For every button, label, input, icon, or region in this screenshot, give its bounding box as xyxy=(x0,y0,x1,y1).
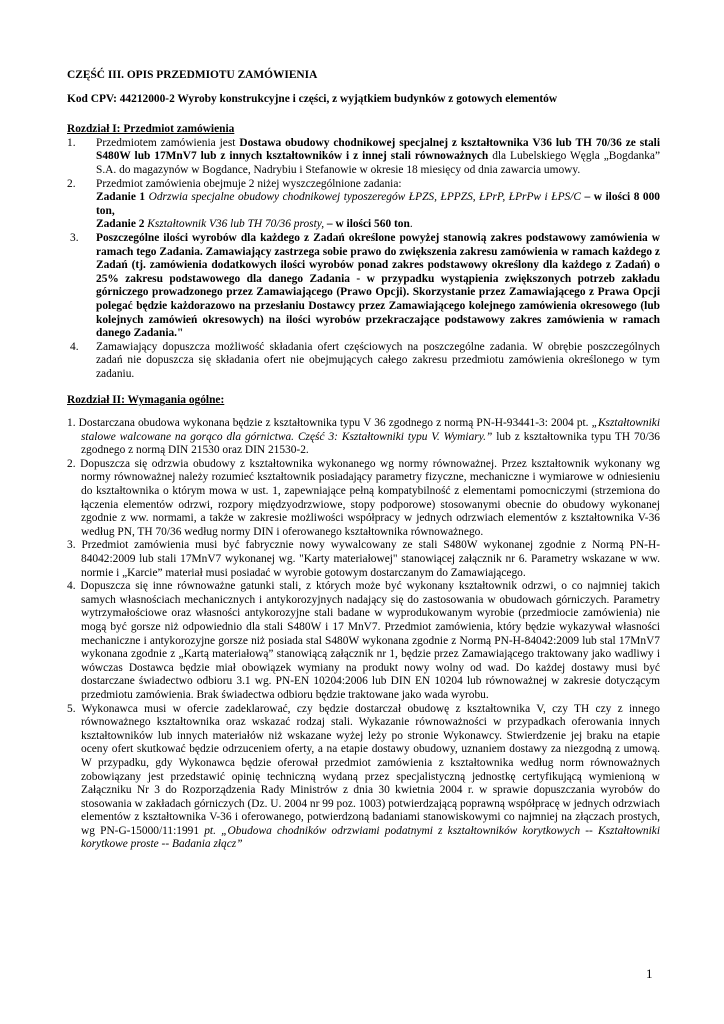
cpv-code: Kod CPV: 44212000-2 Wyroby konstrukcyjne i części, z wyjątkiem budynków z gotowych elementów xyxy=(67,92,558,105)
item-number: 2. xyxy=(67,177,76,190)
list-item xyxy=(67,178,660,232)
list-item xyxy=(67,137,660,178)
item-number: 4. xyxy=(70,340,79,353)
item-text: Przedmiotem zamówienia jest Dostawa obudowy chodnikowej specjalnej z kształtownika V36 lub TH 70/36 ze stali S480W lub 17MnV7 lub z innych kształtowników i z innej stali równoważnych dla Lubelskiego Węgla „Bogdanka” S.A. do magazynów w Bogdance, Nadrybiu i Stefanowie w okresie 18 miesięcy od dnia zawarcia umowy. xyxy=(96,136,660,176)
page-number: 1 xyxy=(646,966,653,981)
list-item xyxy=(67,341,660,382)
item-number: 3. xyxy=(70,231,79,244)
document-page xyxy=(67,63,660,852)
paragraph-4: 4. Dopuszcza się inne równoważne gatunki stali, z których może być wykonany kształtownik odrzwi, o co najmniej takich samych własnościach mechanicznych i antykorozyjnych nadający się do zastosowania w obudowach górniczych. Parametry wytrzymałościowe oraz własności antykorozyjne stali badane w wyprodukowanym wyrobie (przedmiocie zamówienia) nie mogą być gorsze niż odpowiednio dla stali S480W i 17 MnV7. Przedmiot zamówienia, który będzie wykazywał własności mechaniczne i antykorozyjne gorsze niż posiada stal S480W wykonana zgodnie z Normą PN-H-84042:2009 lub stal 17MnV7 wykonana zgodnie z „Kartą materiałową” stanowiącą załącznik nr 1, będzie przez Zamawiającego traktowany jako wadliwy i wówczas Dostawca będzie miał obowiązek wymiany na produkt nowy wolny od wad. Do każdej dostawy musi być dostarczane świadectwo odbioru 3.1 wg. PN-EN 10204:2006 lub DIN EN 10204 lub równoważnej w zakresie dotyczącym przedmiotu zamówienia. Brak świadectwa odbioru będzie traktowane jako wada wyrobu. xyxy=(67,580,660,701)
section-heading-1: Rozdział I: Przedmiot zamówienia xyxy=(67,123,235,136)
task-1: Zadanie 1 Odrzwia specjalne obudowy chodnikowej typoszeregów ŁPZS, ŁPPZS, ŁPrP, ŁPrPw i ŁPS/C – w ilości 8 000 ton, xyxy=(96,191,661,217)
paragraph-5: 5. Wykonawca musi w ofercie zadeklarować, czy będzie dostarczał obudowę z kształtownika V, czy TH czy z innego równoważnego kształtownika oraz wskazać rodzaj stali. Wykazanie równoważności w przypadkach oferowania innych kształtowników lub innych materiałów niż wskazane wyżej leży po stronie Wykonawcy. Stwierdzenie jej braku na etapie oceny ofert skutkować będzie odrzuceniem oferty, a na etapie dostawy obudowy, uznaniem dostawy za niezgodną z umową. W przypadku, gdy Wykonawca będzie oferował przedmiot zamówienia z kształtownika według norm równoważnych zobowiązany jest przedstawić opinię techniczną wydaną przez specjalistyczną jednostkę certyfikującą wymienioną w Załączniku Nr 3 do Rozporządzenia Rady Ministrów z dnia 30 kwietnia 2004 r. w sprawie dopuszczania wyrobów do stosowania w zakładach górniczych (Dz. U. 2004 nr 99 poz. 1003) potwierdzającą poprawną współpracę w jednych odrzwiach elementów z kształtownika V-36 i oferowanego, potwierdzoną badaniami stanowiskowymi co najmniej na złączach prostych, wg PN-G-15000/11:1991 pt. „Obudowa chodników odrzwiami podatnymi z kształtowników korytkowych -- Kształtowniki korytkowe proste -- Badania złącz” xyxy=(67,702,661,851)
section-heading-2: Rozdział II: Wymagania ogólne: xyxy=(67,394,225,407)
paragraph-2: 2. Dopuszcza się odrzwia obudowy z kształtownika wykonanego wg normy równoważnej. Przez kształtownik wykonany wg normy równoważnej należy rozumieć kształtownik posiadający parametry fizyczne, mechaniczne i wymiarowe w odniesieniu do kształtownika o którym mowa w ust. 1, zapewniające pełną kompatybilność z elementami pomocniczymi (strzemiona do łączenia elementów odrzwi, rozpory międzyodrzwiowe, stopy podporowe) stosowanymi obecnie do obudowy wykonanej zgodnie z ww. normami, a także w zakresie możliwości współpracy w jednych odrzwiach elementów z kształtownika V-36 według PN, TH 70/36 według normy DIN i oferowanego kształtownika równoważnego. xyxy=(67,457,660,538)
item-text: Poszczególne ilości wyrobów dla każdego z Zadań określone powyżej stanowią zakres podstawowy zamówienia w ramach tego Zadania. Zamawiający zastrzega sobie prawo do zwiększenia zakresu zamówienia w ramach każdego z Zadań (tj. zamówienia dodatkowych ilości wyrobów ponad zakres podstawowy określony dla każdego z Zadań) o 25% zakresu podstawowego dla danego Zadania - w przypadku wystąpienia zwiększonych potrzeb zakładu górniczego prowadzonego przez Zamawiającego (Prawo Opcji). Skorzystanie przez Zamawiającego z Prawa Opcji polegać będzie każdorazowo na przesłaniu Dostawcy przez Zamawiającego kolejnego zamówienia okresowego (lub kolejnych zamówień okresowych) na ilości wyrobów przekraczające podstawowy zakres zamówienia w ramach danego Zadania." xyxy=(96,231,660,340)
item-text: Przedmiot zamówienia obejmuje 2 niżej wyszczególnione zadania: Zadanie 1 Odrzwia specjalne obudowy chodnikowej typoszeregów ŁPZS, ŁPPZS, ŁPrP, ŁPrPw i ŁPS/C – w ilości 8 000 ton, Zadanie 2 Kształtownik V36 lub TH 70/36 prosty, – w ilości 560 ton. xyxy=(96,177,661,231)
item-number: 1. xyxy=(67,136,76,149)
document-title: CZĘŚĆ III. OPIS PRZEDMIOTU ZAMÓWIENIA xyxy=(67,69,318,81)
task-2: Zadanie 2 Kształtownik V36 lub TH 70/36 prosty, – w ilości 560 ton. xyxy=(96,218,413,231)
paragraph-3: 3. Przedmiot zamówienia musi być fabrycznie nowy wywalcowany ze stali S480W wykonanej zgodnie z Normą PN-H-84042:2009 lub stali 17MnV7 wykonanej wg. "Karty materiałowej" stanowiącej załącznik nr 6. Parametry wskazane w ww. normie i „Karcie” materiał musi posiadać w wyrobie gotowym dostarczanym do Zamawiającego. xyxy=(67,539,660,579)
list-item xyxy=(67,232,660,341)
paragraph-1: 1. Dostarczana obudowa wykonana będzie z kształtownika typu V 36 zgodnego z normą PN-H-93441-3: 2004 pt. „Kształtowniki stalowe walcowane na gorąco dla górnictwa. Część 3: Kształtowniki typu V. Wymiary.” lub z kształtownika typu TH 70/36 zgodnego z normą DIN 21530 oraz DIN 21530-2. xyxy=(67,417,660,457)
item-text: Zamawiający dopuszcza możliwość składania ofert częściowych na poszczególne zadania. W obrębie poszczególnych zadań nie dopuszcza się składania ofert nie obejmujących całego zakresu przedmiotu zamówienia określonego w tym zadaniu. xyxy=(96,340,660,380)
